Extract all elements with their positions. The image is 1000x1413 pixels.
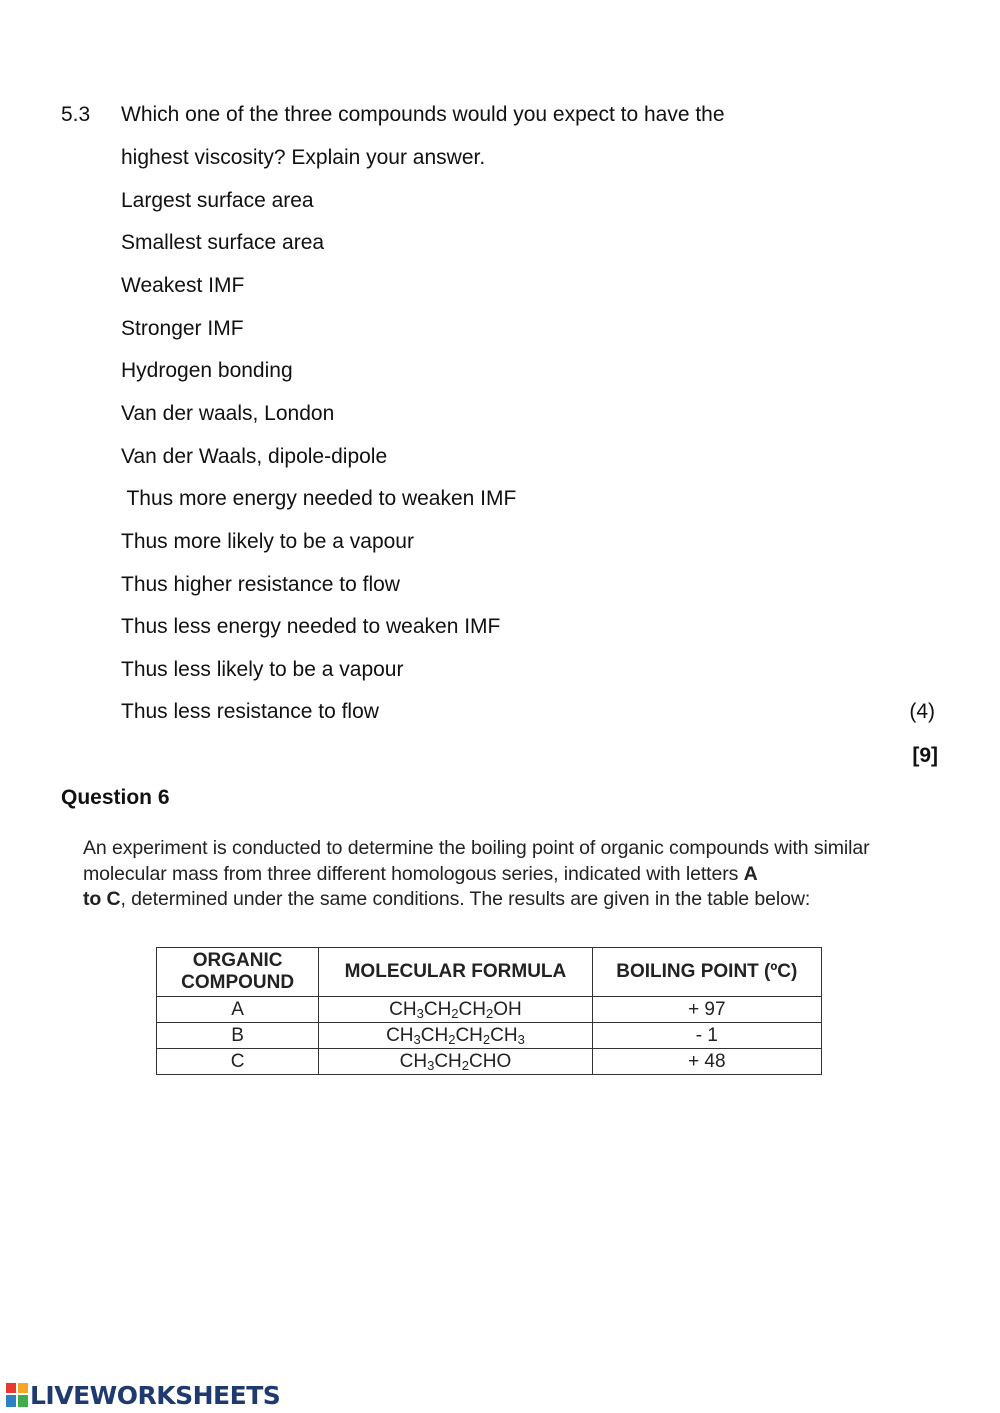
brand-name: LIVEWORKSHEETS [30,1380,281,1410]
table-row [157,1023,822,1049]
intro-text-1: An experiment is conducted to determine the boiling point of organic compounds with similar molecular mass from three different homologous series, indicated with letters [83,837,870,885]
question-number: 5.3 [61,103,91,126]
section-total-marks: [9] [912,744,938,767]
answer-option[interactable]: Thus more energy needed to weaken IMF [121,487,517,510]
liveworksheets-logo [6,1380,280,1410]
answer-option[interactable]: Weakest IMF [121,274,245,297]
intro-text-2: , determined under the same conditions. The results are given in the table below: [120,888,811,910]
cell-formula: $CH_3CH_2CH_2OH$ [319,997,592,1023]
question-6-intro [83,836,913,913]
cell-compound: A [157,997,319,1023]
boiling-point-table [156,947,822,1075]
liveworksheets-logo-icon [6,1383,28,1407]
answer-option[interactable]: Stronger IMF [121,317,244,340]
cell-formula: $CH_3CH_2CH_2CH_3$ [319,1023,592,1049]
question-marks: (4) [909,700,935,723]
question-prompt-line-2: highest viscosity? Explain your answer. [121,146,486,169]
answer-option[interactable]: Thus less energy needed to weaken IMF [121,615,501,638]
answer-option[interactable]: Largest surface area [121,189,314,212]
answer-option[interactable]: Van der waals, London [121,402,335,425]
answer-option[interactable]: Thus less resistance to flow [121,700,379,723]
answer-option[interactable]: Smallest surface area [121,231,325,254]
answer-option[interactable]: Thus higher resistance to flow [121,573,400,596]
answer-option[interactable]: Hydrogen bonding [121,359,293,382]
question-prompt-line-1: Which one of the three compounds would you expect to have the [121,103,725,126]
cell-boiling-point: - 1 [592,1023,821,1049]
table-header-row [157,948,822,997]
header-boiling-point: BOILING POINT (ºC) [592,948,821,997]
intro-bold-to-c: to C [83,888,121,910]
question-6-title: Question 6 [61,786,170,809]
table-row [157,997,822,1023]
cell-boiling-point: + 97 [592,997,821,1023]
answer-option[interactable]: Thus more likely to be a vapour [121,530,414,553]
answer-option[interactable]: Thus less likely to be a vapour [121,658,404,681]
cell-boiling-point: + 48 [592,1049,821,1075]
table-row [157,1049,822,1075]
header-molecular-formula: MOLECULAR FORMULA [319,948,592,997]
header-organic-compound: ORGANIC COMPOUND [157,948,319,997]
cell-compound: B [157,1023,319,1049]
intro-bold-a: A [743,862,758,885]
cell-formula: $CH_3CH_2CHO$ [319,1049,592,1075]
answer-option[interactable]: Van der Waals, dipole-dipole [121,445,388,468]
cell-compound: C [157,1049,319,1075]
